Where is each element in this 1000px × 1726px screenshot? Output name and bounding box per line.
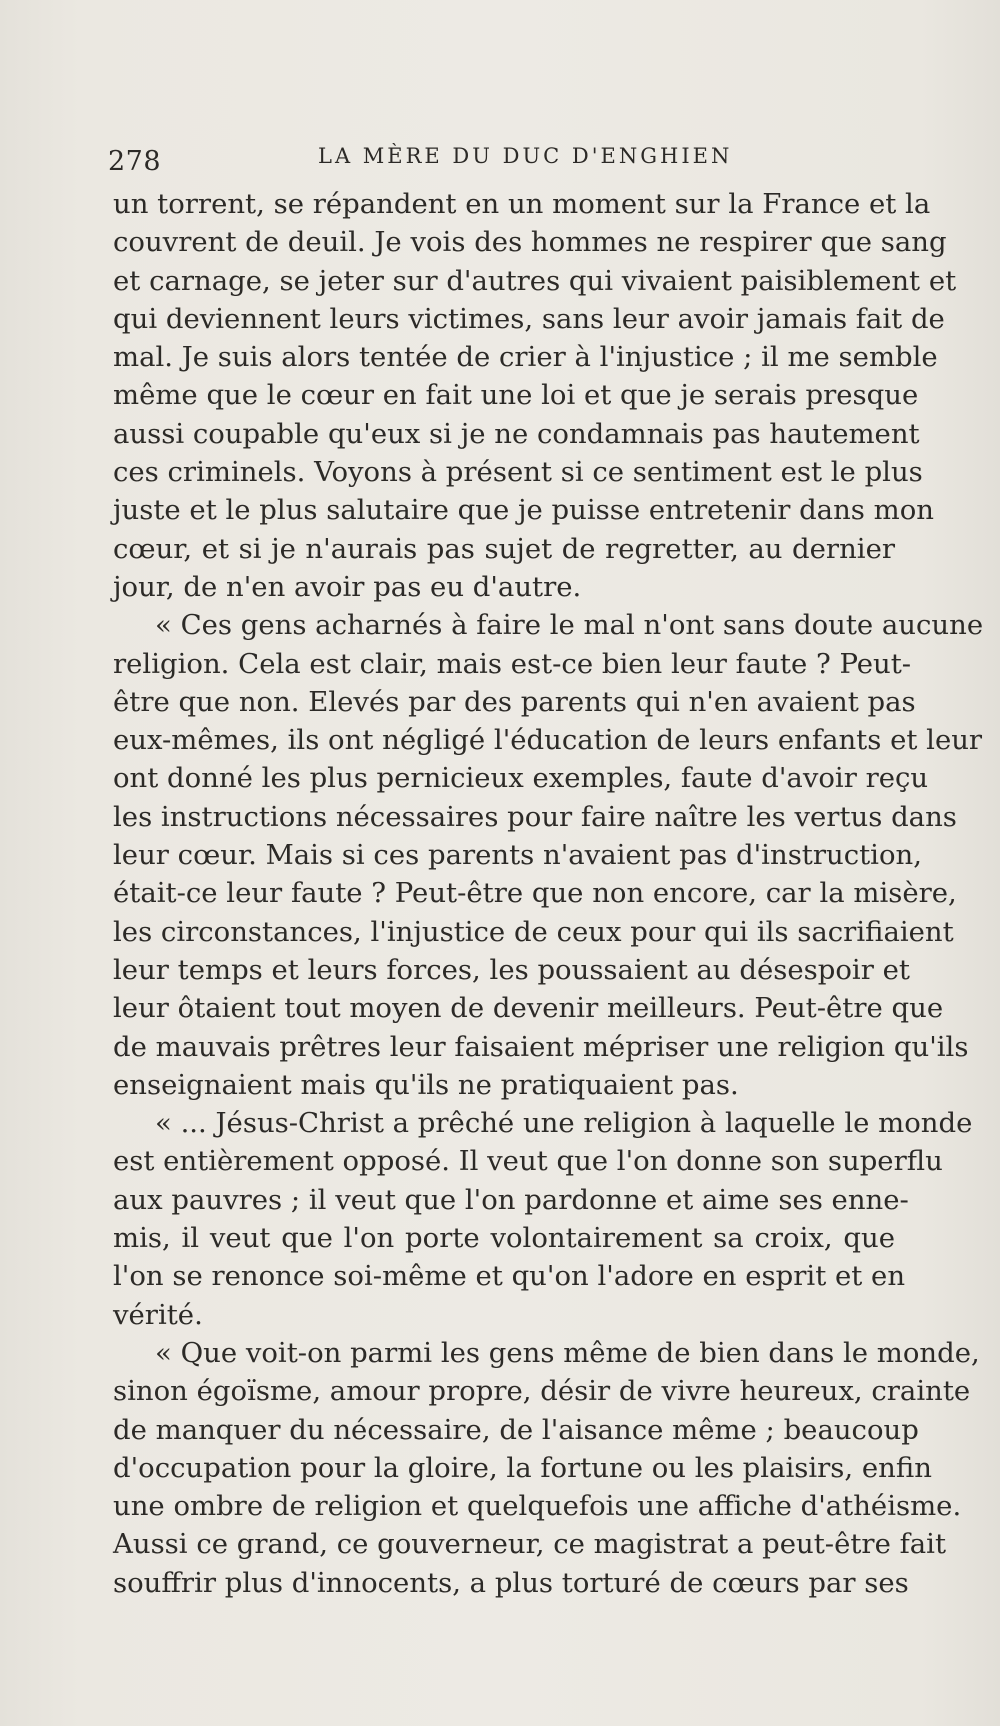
text-line: est entièrement opposé. Il veut que l'on donne son superflu xyxy=(113,1145,943,1178)
text-line: aux pauvres ; il veut que l'on pardonne et aime ses enne- xyxy=(113,1183,909,1216)
text-line: d'occupation pour la gloire, la fortune ou les plaisirs, enfin xyxy=(113,1451,932,1484)
text-line: mis, il veut que l'on porte volontairement sa croix, que xyxy=(113,1222,895,1255)
page-number: 278 xyxy=(108,146,162,177)
text-line: leur temps et leurs forces, les poussaient au désespoir et xyxy=(113,953,910,986)
text-line: religion. Cela est clair, mais est-ce bien leur faute ? Peut- xyxy=(113,647,912,680)
text-line: Aussi ce grand, ce gouverneur, ce magistrat a peut-être fait xyxy=(113,1528,947,1561)
text-line: de manquer du nécessaire, de l'aisance même ; beaucoup xyxy=(113,1413,919,1446)
body-text xyxy=(113,185,984,1602)
text-line: souffrir plus d'innocents, a plus torturé de cœurs par ses xyxy=(113,1566,909,1599)
text-line: enseignaient mais qu'ils ne pratiquaient pas. xyxy=(113,1068,739,1101)
text-line: même que le cœur en fait une loi et que je serais presque xyxy=(113,379,919,412)
text-line: ont donné les plus pernicieux exemples, faute d'avoir reçu xyxy=(113,762,929,795)
text-line: cœur, et si je n'aurais pas sujet de regretter, au dernier xyxy=(113,532,895,565)
text-line: aussi coupable qu'eux si je ne condamnais pas hautement xyxy=(113,417,920,450)
text-line: mal. Je suis alors tentée de crier à l'injustice ; il me semble xyxy=(113,341,938,374)
running-title: LA MÈRE DU DUC D'ENGHIEN xyxy=(318,144,733,168)
text-line: de mauvais prêtres leur faisaient mépriser une religion qu'ils xyxy=(113,1030,969,1063)
text-line: « Ces gens acharnés à faire le mal n'ont sans doute aucune xyxy=(155,609,984,642)
text-line: juste et le plus salutaire que je puisse entretenir dans mon xyxy=(113,494,934,527)
text-line: un torrent, se répandent en un moment sur la France et la xyxy=(113,188,931,220)
text-line: une ombre de religion et quelquefois une affiche d'athéisme. xyxy=(113,1490,962,1523)
text-line: « ... Jésus-Christ a prêché une religion à laquelle le monde xyxy=(155,1107,973,1140)
text-line: était-ce leur faute ? Peut-être que non encore, car la misère, xyxy=(113,877,957,910)
text-line: sinon égoïsme, amour propre, désir de vivre heureux, crainte xyxy=(113,1375,971,1408)
text-line: l'on se renonce soi-même et qu'on l'adore en esprit et en xyxy=(113,1260,906,1293)
text-line: leur cœur. Mais si ces parents n'avaient pas d'instruction, xyxy=(113,839,922,872)
text-line: « Que voit-on parmi les gens même de bien dans le monde, xyxy=(155,1336,980,1369)
text-line: être que non. Elevés par des parents qui n'en avaient pas xyxy=(113,685,916,718)
text-line: couvrent de deuil. Je vois des hommes ne respirer que sang xyxy=(113,226,947,259)
text-line: les circonstances, l'injustice de ceux pour qui ils sacrifiaient xyxy=(113,915,954,948)
text-line: ces criminels. Voyons à présent si ce sentiment est le plus xyxy=(113,456,923,489)
text-line: leur ôtaient tout moyen de devenir meilleurs. Peut-être que xyxy=(113,992,944,1025)
page-header xyxy=(106,136,900,177)
text-line: vérité. xyxy=(113,1298,203,1331)
text-line: jour, de n'en avoir pas eu d'autre. xyxy=(113,570,582,603)
text-line: eux-mêmes, ils ont négligé l'éducation de leurs enfants et leur xyxy=(113,724,983,757)
text-line: qui deviennent leurs victimes, sans leur avoir jamais fait de xyxy=(113,302,945,335)
text-line: les instructions nécessaires pour faire naître les vertus dans xyxy=(113,800,957,833)
text-line: et carnage, se jeter sur d'autres qui vivaient paisiblement et xyxy=(113,264,957,297)
